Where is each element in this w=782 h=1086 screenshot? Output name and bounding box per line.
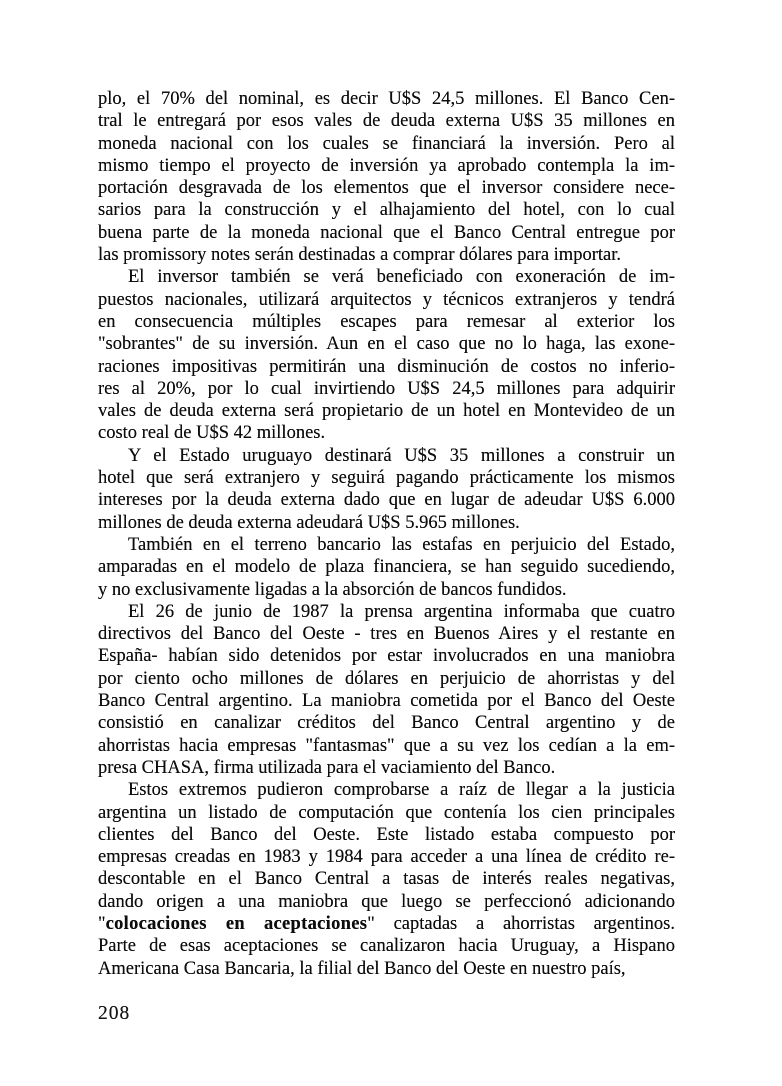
paragraph xyxy=(98,266,675,444)
text-segment: También en el terreno bancario las estafas en perjuicio del Estado, xyxy=(128,534,675,555)
text-segment: plo, el 70% del nominal, es decir U$S 24,5 millones. El Banco Cen- xyxy=(98,89,675,109)
text-line xyxy=(98,534,675,556)
text-segment: El 26 de junio de 1987 la prensa argentina informaba que cuatro xyxy=(128,601,675,622)
text-line xyxy=(98,690,675,712)
text-segment: raciones impositivas permitirán una disminución de costos no inferio- xyxy=(98,356,675,377)
text-segment: Americana Casa Bancaria, la filial del Banco del Oeste en nuestro país, xyxy=(98,958,626,979)
text-line xyxy=(98,266,675,288)
text-line xyxy=(98,579,675,601)
text-segment: vales de deuda externa será propietario de un hotel en Montevideo de un xyxy=(98,401,675,422)
text-line xyxy=(98,155,675,177)
text-segment: directivos del Banco del Oeste - tres en Buenos Aires y el restante en xyxy=(98,624,675,645)
paragraph xyxy=(98,601,675,779)
text-segment: amparadas en el modelo de plaza financiera, se han seguido sucediendo, xyxy=(98,557,675,578)
text-segment: las promissory notes serán destinadas a comprar dólares para importar. xyxy=(98,245,621,266)
text-line xyxy=(98,222,675,244)
text-line xyxy=(98,757,675,779)
paragraph xyxy=(98,445,675,534)
text-line xyxy=(98,735,675,757)
text-segment: consistió en canalizar créditos del Banco Central argentino y de xyxy=(98,713,675,734)
text-segment: ahorristas hacia empresas "fantasmas" que a su vez los cedían a la em- xyxy=(98,735,675,756)
text-segment: Estos extremos pudieron comprobarse a raíz de llegar a la justicia xyxy=(128,780,675,801)
text-line xyxy=(98,913,675,935)
text-line xyxy=(98,333,675,355)
text-segment: Banco Central argentino. La maniobra cometida por el Banco del Oeste xyxy=(98,691,675,712)
text-line xyxy=(98,712,675,734)
text-line xyxy=(98,356,675,378)
text-line xyxy=(98,400,675,422)
text-segment: argentina un listado de computación que contenía los cien principales xyxy=(98,802,675,823)
text-segment: intereses por la deuda externa dado que en lugar de adeudar U$S 6.000 xyxy=(98,490,675,511)
page-text-block xyxy=(98,88,675,980)
text-line xyxy=(98,846,675,868)
text-segment: "sobrantes" de su inversión. Aun en el caso que no lo haga, las exone- xyxy=(98,334,675,355)
text-segment: España- habían sido detenidos por estar involucrados en una maniobra xyxy=(98,646,675,667)
text-segment: descontable en el Banco Central a tasas de interés reales negativas, xyxy=(98,869,675,890)
text-line xyxy=(98,467,675,489)
text-line xyxy=(98,422,675,444)
text-segment: dando origen a una maniobra que luego se perfeccionó adicionando xyxy=(98,891,675,912)
bold-phrase: colocaciones en aceptaciones xyxy=(105,913,368,934)
text-line xyxy=(98,445,675,467)
text-segment: costo real de U$S 42 millones. xyxy=(98,423,326,444)
paragraph xyxy=(98,779,675,980)
text-line xyxy=(98,623,675,645)
text-segment: Y el Estado uruguayo destinará U$S 35 millones a construir un xyxy=(128,445,675,466)
text-line xyxy=(98,289,675,311)
text-line xyxy=(98,489,675,511)
text-line xyxy=(98,244,675,266)
text-segment: sarios para la construcción y el alhajamiento del hotel, con lo cual xyxy=(98,200,675,221)
text-segment: " xyxy=(98,913,106,934)
text-line xyxy=(98,88,675,110)
text-line xyxy=(98,199,675,221)
text-segment: clientes del Banco del Oeste. Este listado estaba compuesto por xyxy=(98,824,675,845)
text-line xyxy=(98,311,675,333)
text-segment: hotel que será extranjero y seguirá pagando prácticamente los mismos xyxy=(98,468,675,489)
text-segment: res al 20%, por lo cual invirtiendo U$S 24,5 millones para adquirir xyxy=(98,378,675,399)
text-segment: empresas creadas en 1983 y 1984 para acceder a una línea de crédito re- xyxy=(98,847,675,868)
paragraph xyxy=(98,88,675,266)
text-segment: en consecuencia múltiples escapes para remesar al exterior los xyxy=(98,311,675,332)
text-segment: Parte de esas aceptaciones se canalizaron hacia Uruguay, a Hispano xyxy=(98,936,675,957)
text-line xyxy=(98,802,675,824)
text-segment: mismo tiempo el proyecto de inversión ya aprobado contempla la im- xyxy=(98,155,675,176)
text-segment: millones de deuda externa adeudará U$S 5.965 millones. xyxy=(98,512,520,533)
text-line xyxy=(98,645,675,667)
text-segment: presa CHASA, firma utilizada para el vaciamiento del Banco. xyxy=(98,757,556,778)
text-line xyxy=(98,110,675,132)
text-segment: por ciento ocho millones de dólares en perjuicio de ahorristas y del xyxy=(98,668,675,689)
text-line xyxy=(98,177,675,199)
text-line xyxy=(98,556,675,578)
text-segment: puestos nacionales, utilizará arquitectos y técnicos extranjeros y tendrá xyxy=(98,289,675,310)
text-line xyxy=(98,668,675,690)
page-number: 208 xyxy=(98,1003,131,1024)
text-segment: " captadas a ahorristas argentinos. xyxy=(367,913,675,934)
text-segment: tral le entregará por esos vales de deuda externa U$S 35 millones en xyxy=(98,111,675,132)
text-segment: moneda nacional con los cuales se financiará la inversión. Pero al xyxy=(98,133,675,154)
text-line xyxy=(98,378,675,400)
text-line xyxy=(98,133,675,155)
text-line xyxy=(98,601,675,623)
text-line xyxy=(98,868,675,890)
text-segment: y no exclusivamente ligadas a la absorción de bancos fundidos. xyxy=(98,579,567,600)
text-line xyxy=(98,935,675,957)
text-line xyxy=(98,779,675,801)
text-segment: buena parte de la moneda nacional que el Banco Central entregue por xyxy=(98,222,675,243)
text-line xyxy=(98,512,675,534)
text-segment: El inversor también se verá beneficiado con exoneración de im- xyxy=(128,267,675,288)
paragraph xyxy=(98,534,675,601)
text-line xyxy=(98,958,675,980)
text-segment: portación desgravada de los elementos que el inversor considere nece- xyxy=(98,178,675,199)
text-line xyxy=(98,824,675,846)
text-line xyxy=(98,891,675,913)
